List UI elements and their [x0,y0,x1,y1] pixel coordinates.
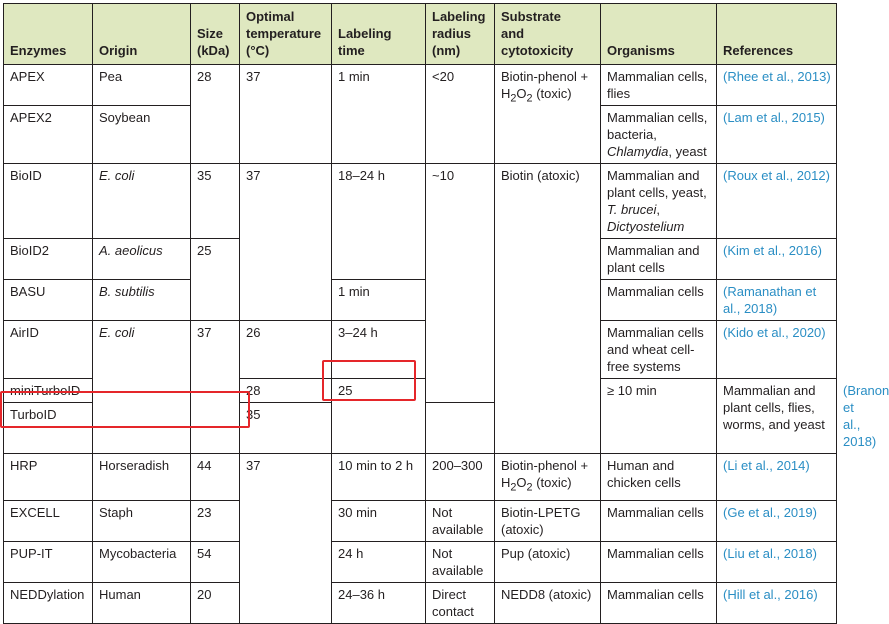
header-optimal-temperature: Optimal temperature (°C) [240,4,332,65]
radius-cell: Not available [426,541,495,582]
origin-cell: Human [93,582,191,623]
substrate-cell: Biotin (atoxic) [495,164,601,454]
header-origin: Origin [93,4,191,65]
origin-cell: E. coli [93,321,191,454]
reference-link[interactable]: (Ramanathan et al., 2018) [717,280,837,321]
table-row [4,321,837,379]
enzyme-cell: AirID [4,321,93,379]
radius-cell: Direct contact [426,582,495,623]
organisms-cell: Mammalian cells [601,541,717,582]
reference-link[interactable]: (Li et al., 2014) [717,454,837,501]
time-cell: 24 h [332,541,426,582]
enzyme-cell: miniTurboID [4,379,93,403]
organisms-cell: Mammalian cells [601,500,717,541]
radius-cell: Not available [426,500,495,541]
enzyme-cell: BioID [4,164,93,239]
size-cell: 35 [191,164,240,239]
temp-cell: 26 [240,321,332,379]
header-substrate-cytotoxicity: Substrate and cytotoxicity [495,4,601,65]
reference-link[interactable]: (Kim et al., 2016) [717,239,837,280]
table-row [4,280,837,321]
table-row [4,541,837,582]
organisms-cell: Mammalian cells [601,280,717,321]
origin-cell: Staph [93,500,191,541]
reference-link[interactable]: (Lam et al., 2015) [717,106,837,164]
reference-link[interactable]: (Liu et al., 2018) [717,541,837,582]
enzyme-cell: HRP [4,454,93,501]
enzyme-cell: APEX [4,65,93,106]
origin-cell: Horseradish [93,454,191,501]
time-cell: 24–36 h [332,582,426,623]
size-cell: 23 [191,500,240,541]
temp-cell: 37 [240,65,332,164]
radius-cell: <20 [426,65,495,164]
substrate-cell: Biotin-phenol + $H_2O_2$ (toxic) [495,454,601,501]
header-enzymes: Enzymes [4,4,93,65]
enzyme-cell: APEX2 [4,106,93,164]
temp-cell: 25 [332,379,426,454]
organisms-cell: Mammalian cells [601,582,717,623]
time-cell: 3–24 h [332,321,426,379]
enzyme-cell: EXCELL [4,500,93,541]
temp-cell: 37 [240,164,332,321]
organisms-cell: Mammalian and plant cells [601,239,717,280]
origin-cell: Mycobacteria [93,541,191,582]
substrate-cell: Pup (atoxic) [495,541,601,582]
organisms-cell: Mammalian cells and wheat cell-free systems [601,321,717,379]
organisms-cell: Mammalian and plant cells, flies, worms, and yeast [717,379,837,454]
organisms-cell: Mammalian cells, bacteria, Chlamydia, yeast [601,106,717,164]
table-row: miniTurboID 28 25 ≥ 10 min Mammalian and plant cells, flies, worms, and yeast (Branon et al., 2018) [4,379,837,403]
reference-link[interactable]: (Hill et al., 2016) [717,582,837,623]
origin-cell: B. subtilis [93,280,191,321]
enzyme-cell: BASU [4,280,93,321]
organisms-cell: Mammalian cells, flies [601,65,717,106]
organisms-cell: Mammalian and plant cells, yeast, T. brucei, Dictyostelium [601,164,717,239]
origin-cell: A. aeolicus [93,239,191,280]
table-row [4,582,837,623]
size-cell: 44 [191,454,240,501]
time-cell: ≥ 10 min [601,379,717,454]
origin-cell: Pea [93,65,191,106]
substrate-cell: Biotin-LPETG (atoxic) [495,500,601,541]
time-cell: 18–24 h [332,164,426,280]
size-cell: 20 [191,582,240,623]
header-labeling-time: Labeling time [332,4,426,65]
substrate-cell: Biotin-phenol + $H_2O_2$ (toxic) [495,65,601,164]
size-cell: 28 [240,379,332,403]
substrate-cell: NEDD8 (atoxic) [495,582,601,623]
header-organisms: Organisms [601,4,717,65]
radius-cell: 200–300 [426,454,495,501]
header-references: References [717,4,837,65]
size-cell: 25 [191,239,240,321]
enzyme-cell: NEDDylation [4,582,93,623]
reference-link[interactable]: (Ge et al., 2019) [717,500,837,541]
reference-link[interactable]: (Roux et al., 2012) [717,164,837,239]
size-cell: 28 [191,65,240,164]
table-row [4,164,837,239]
header-row [4,4,837,65]
origin-cell: Soybean [93,106,191,164]
radius-cell: ~10 [426,164,495,403]
table-row [4,65,837,106]
enzyme-cell: BioID2 [4,239,93,280]
header-labeling-radius: Labeling radius (nm) [426,4,495,65]
reference-link[interactable]: (Kido et al., 2020) [717,321,837,379]
table-row [4,454,837,501]
enzyme-comparison-table [3,3,889,624]
reference-link[interactable]: (Rhee et al., 2013) [717,65,837,106]
origin-cell: E. coli [93,164,191,239]
time-cell: 10 min to 2 h [332,454,426,501]
time-cell: 1 min [332,65,426,164]
time-cell: 30 min [332,500,426,541]
size-cell: 54 [191,541,240,582]
organisms-cell: Human and chicken cells [601,454,717,501]
enzyme-cell: PUP-IT [4,541,93,582]
size-cell: 35 [240,403,332,454]
time-cell: 1 min [332,280,426,321]
temp-cell: 37 [240,454,332,624]
header-size: Size (kDa) [191,4,240,65]
enzyme-cell: TurboID [4,403,93,454]
table-row [4,500,837,541]
size-cell: 37 [191,321,240,454]
